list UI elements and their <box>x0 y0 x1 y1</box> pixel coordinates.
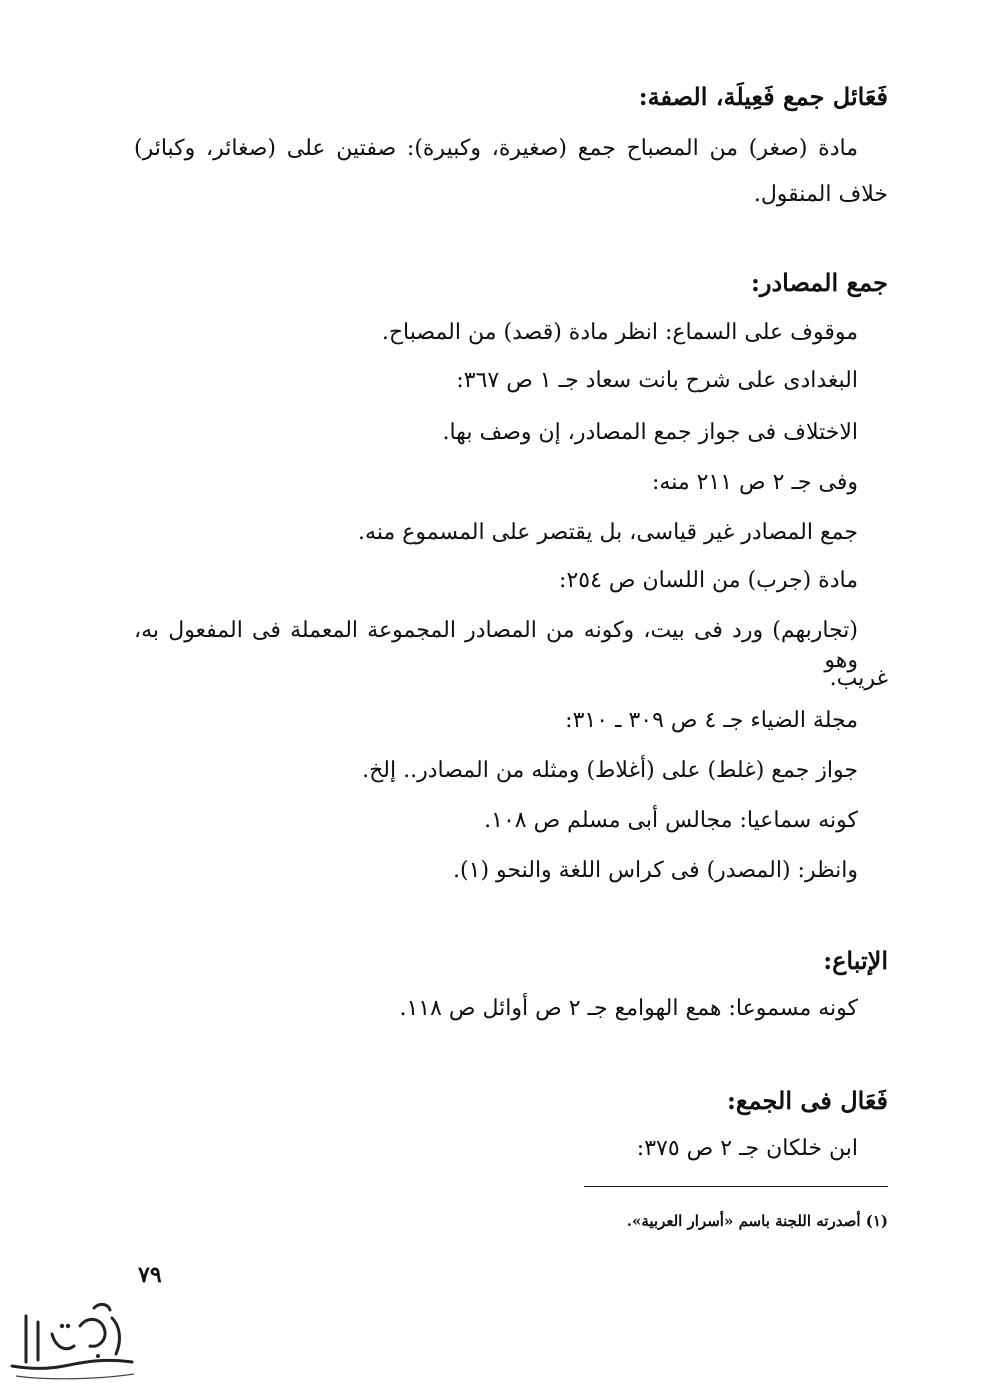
paragraph-line: ابن خلكان جـ ٢ ص ٣٧٥: <box>636 1136 858 1161</box>
paragraph-line: وانظر: (المصدر) فى كراس اللغة والنحو (١). <box>453 858 858 883</box>
paragraph-line: جواز جمع (غلط) على (أغلاط) ومثله من المصادر.. إلخ. <box>362 758 858 783</box>
section-heading-masadir: جمع المصادر: <box>751 268 888 297</box>
footnote: (١) أصدرته اللجنة باسم «أسرار العربية». <box>626 1212 888 1230</box>
paragraph-line: موقوف على السماع: انظر مادة (قصد) من المصباح. <box>381 320 858 345</box>
paragraph-line: غريب. <box>829 666 888 691</box>
paragraph-line: (تجاربهم) ورد فى بيت، وكونه من المصادر المجموعة المعملة فى المفعول به، وهو <box>134 618 858 673</box>
paragraph-line: كونه مسموعا: همع الهوامع جـ ٢ ص أوائل ص ١١٨. <box>399 996 858 1021</box>
section-heading-faail: فَعَائل جمع فَعِيلَة، الصفة: <box>638 82 888 111</box>
paragraph-line: وفى جـ ٢ ص ٢١١ منه: <box>651 470 858 495</box>
paragraph-line: الاختلاف فى جواز جمع المصادر، إن وصف بها. <box>442 420 858 445</box>
section-heading-faal: فَعَال فى الجمع: <box>727 1086 888 1115</box>
footnote-divider <box>584 1186 888 1187</box>
paragraph-line: مادة (صغر) من المصباح جمع (صغيرة، وكبيرة): صفتين على (صغائر، وكبائر) <box>134 136 858 161</box>
section-heading-itba: الإتباع: <box>823 946 888 975</box>
paragraph-line: البغدادى على شرح بانت سعاد جـ ١ ص ٣٦٧: <box>456 368 858 393</box>
calligraphy-watermark-icon <box>4 1296 144 1382</box>
paragraph-line: كونه سماعيا: مجالس أبى مسلم ص ١٠٨. <box>484 808 858 833</box>
paragraph-line: مجلة الضياء جـ ٤ ص ٣٠٩ ـ ٣١٠: <box>565 708 858 733</box>
page-number: ٧٩ <box>138 1262 162 1288</box>
paragraph-line: خلاف المنقول. <box>753 182 888 207</box>
paragraph-line: مادة (جرب) من اللسان ص ٢٥٤: <box>559 568 858 593</box>
paragraph-line: جمع المصادر غير قياسى، بل يقتصر على المسموع منه. <box>358 520 858 545</box>
